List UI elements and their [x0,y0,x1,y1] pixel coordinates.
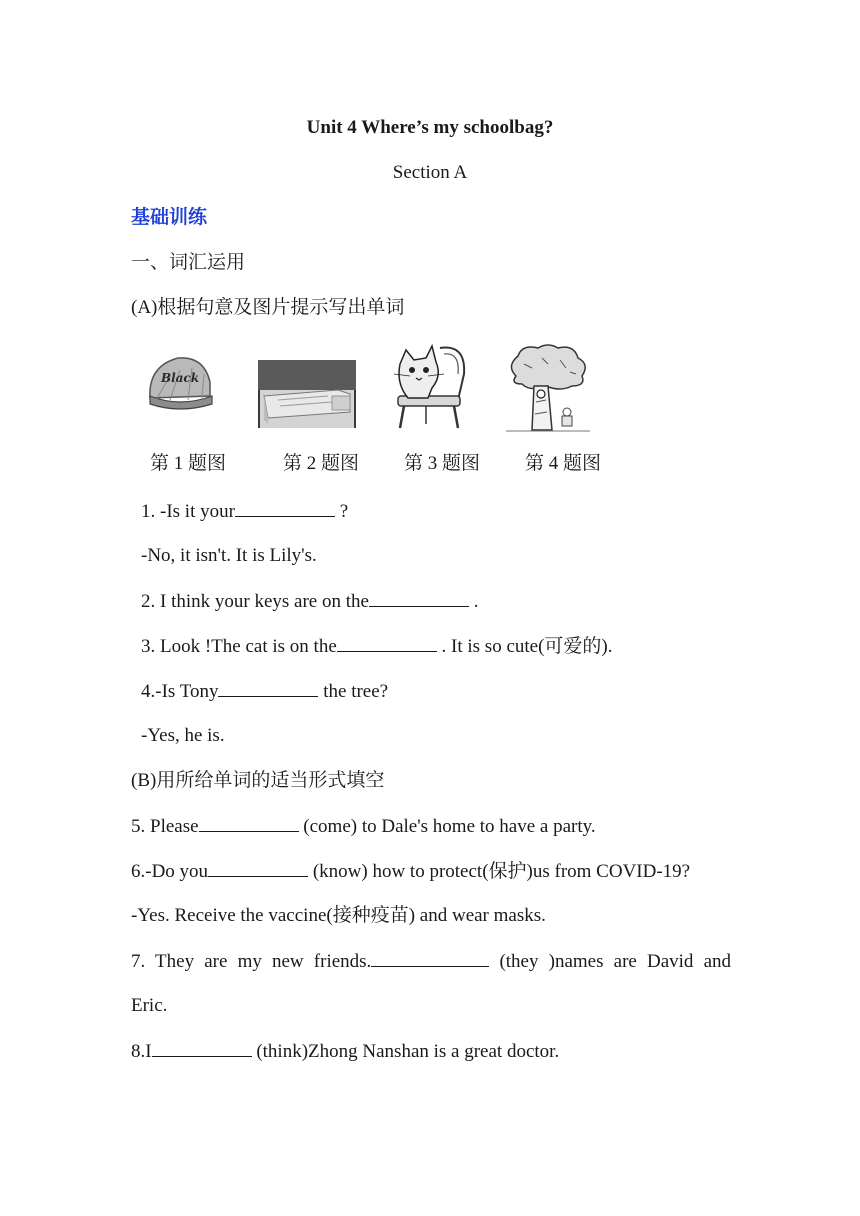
answer-blank-1[interactable] [235,499,335,517]
vocab-heading: 一、词汇运用 [131,252,246,273]
sub-heading-b: (B)用所给单词的适当形式填空 [131,770,385,791]
question-1 [141,499,348,524]
cap-picture [140,348,220,416]
caption-2: 第 2 题图 [283,453,360,474]
question-2-tail: . [468,591,479,612]
question-8-tail: (think)Zhong Nanshan is a great doctor. [251,1041,560,1062]
answer-blank-5[interactable] [199,814,299,832]
question-7-tail: (they )names are David and [489,951,731,972]
page-title: Unit 4 Where’s my schoolbag? [306,117,554,138]
answer-6: -Yes. Receive the vaccine(接种疫苗) and wear masks. [131,905,546,926]
question-6 [131,859,690,884]
caption-4: 第 4 题图 [525,453,602,474]
cap-logo: Black [160,371,200,385]
question-8 [131,1039,559,1064]
question-7 [131,949,731,974]
question-7-line-2: Eric. [131,995,168,1016]
caption-3: 第 3 题图 [404,453,481,474]
sub-heading-a: (A)根据句意及图片提示写出单词 [131,297,405,318]
answer-blank-8[interactable] [152,1039,252,1057]
question-1-tail: ? [334,501,349,522]
question-5 [131,814,596,839]
answer-4: -Yes, he is. [141,725,225,746]
question-8-text: 8.I [131,1041,152,1062]
question-6-text: 6.-Do you [131,861,209,882]
sofa-picture [258,360,356,428]
answer-1: -No, it isn't. It is Lily's. [141,545,317,566]
answer-blank-6[interactable] [208,859,308,877]
question-2-text: 2. I think your keys are on the [141,591,369,612]
question-7-text: 7. They are my new friends. [131,951,372,972]
question-5-text: 5. Please [131,816,199,837]
question-2 [141,589,478,614]
part-heading: 基础训练 [131,207,208,228]
caption-1: 第 1 题图 [150,453,227,474]
cat-on-chair-picture [386,340,470,432]
question-6-tail: (know) how to protect(保护)us from COVID-19? [308,861,691,882]
answer-blank-4[interactable] [218,679,318,697]
question-4-tail: the tree? [318,681,389,702]
section-label: Section A [392,162,468,183]
boy-in-tree-picture [502,342,594,434]
question-5-tail: (come) to Dale's home to have a party. [298,816,596,837]
question-3-tail: . It is so cute(可爱的). [436,636,613,657]
question-4 [141,679,388,704]
question-3-text: 3. Look !The cat is on the [141,636,337,657]
question-1-text: 1. -Is it your [141,501,235,522]
question-3 [141,634,613,659]
answer-blank-2[interactable] [369,589,469,607]
answer-blank-7[interactable] [371,949,489,967]
question-4-text: 4.-Is Tony [141,681,219,702]
answer-blank-3[interactable] [337,634,437,652]
